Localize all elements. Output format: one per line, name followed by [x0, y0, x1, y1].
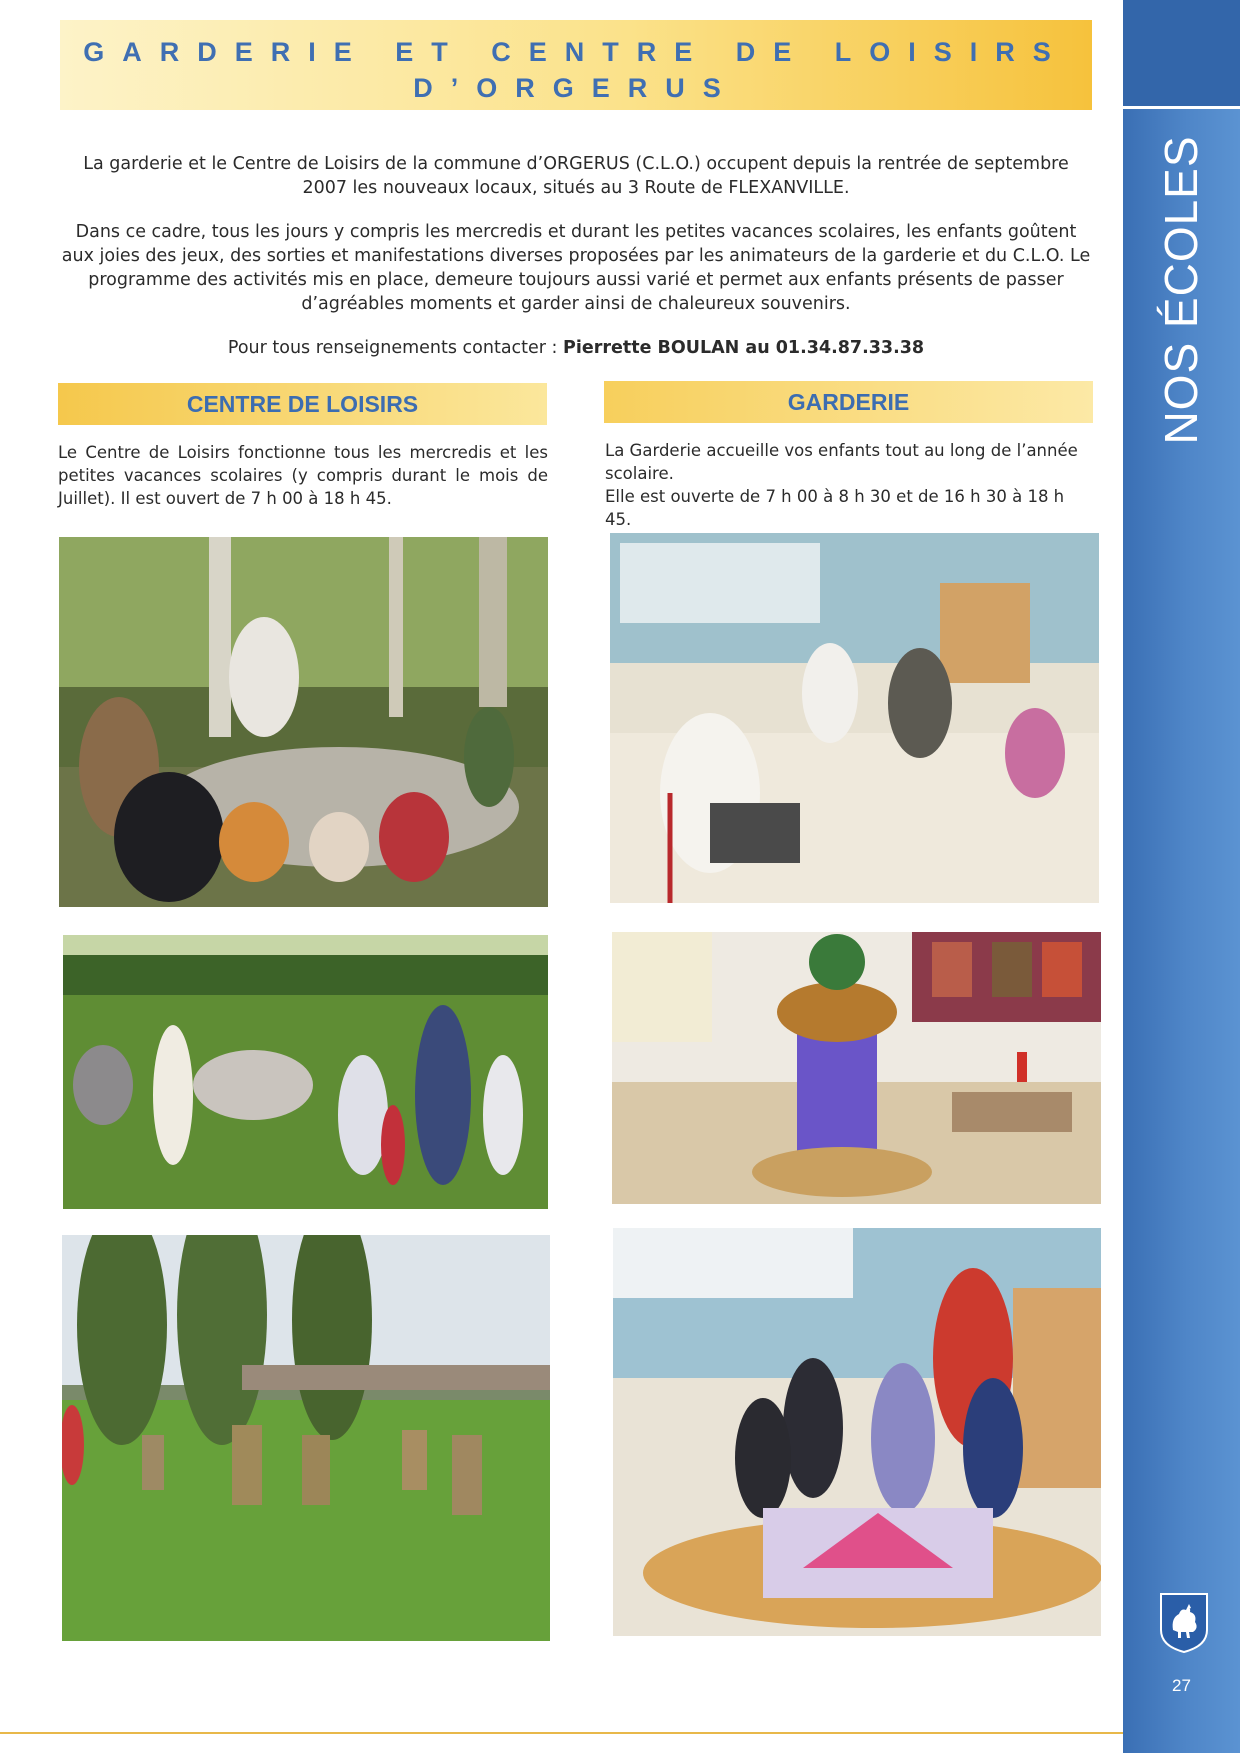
centre-loisirs-paragraph: Le Centre de Loisirs fonctionne tous les mercredis et les petites vacances scolaires (y compris durant le mois de Juillet). Il est ouvert de 7 h 00 à 18 h 45. — [58, 443, 548, 508]
photo-sack-race — [62, 1235, 550, 1641]
contact-name: Pierrette BOULAN au 01.34.87.33.38 — [563, 338, 925, 358]
bottom-rule — [0, 1732, 1123, 1734]
page-title-line-1: GARDERIE ET CENTRE DE LOISIRS — [83, 37, 1069, 67]
photo-picnic-woods — [59, 537, 548, 907]
contact-prefix: Pour tous renseignements contacter : — [227, 338, 564, 358]
garderie-paragraph-2: Elle est ouverte de 7 h 00 à 8 h 30 et de 16 h 30 à 18 h 45. — [605, 487, 1065, 529]
centre-loisirs-text — [58, 441, 548, 510]
photo-field-game — [63, 935, 548, 1209]
centre-loisirs-heading: CENTRE DE LOISIRS — [58, 383, 547, 425]
photo-scarecrow — [612, 932, 1101, 1204]
garderie-paragraph-1: La Garderie accueille vos enfants tout au long de l’année scolaire. — [605, 441, 1078, 483]
page-number: 27 — [1172, 1676, 1191, 1695]
photo-indoor-circle — [610, 533, 1099, 903]
intro-paragraph-2: Dans ce cadre, tous les jours y compris les mercredis et durant les petites vacances scolaires, les enfants goûtent aux joies des jeux, des sorties et manifestations diverses proposées par les animateurs de la garderie et du C.L.O. Le programme des activités mis en place, demeure toujours aussi varié et permet aux enfants présents de passer d’agréables moments et garder ainsi de chaleureux souvenirs. — [61, 222, 1091, 314]
photo-group-drawing — [613, 1228, 1101, 1636]
garderie-heading: GARDERIE — [604, 381, 1093, 423]
contact-line — [60, 336, 1092, 360]
rooster-shield-icon — [1159, 1592, 1209, 1654]
section-label: NOS ÉCOLES — [1155, 135, 1207, 445]
sidebar — [1123, 0, 1240, 1753]
garderie-text — [605, 439, 1095, 531]
page-title-line-2: D’ORGERUS — [413, 73, 739, 103]
sidebar-top-block — [1123, 0, 1240, 109]
title-banner — [60, 20, 1092, 110]
intro-paragraph-1: La garderie et le Centre de Loisirs de la commune d’ORGERUS (C.L.O.) occupent depuis la rentrée de septembre 2007 les nouveaux locaux, situés au 3 Route de FLEXANVILLE. — [83, 154, 1069, 198]
intro-text — [60, 152, 1092, 380]
